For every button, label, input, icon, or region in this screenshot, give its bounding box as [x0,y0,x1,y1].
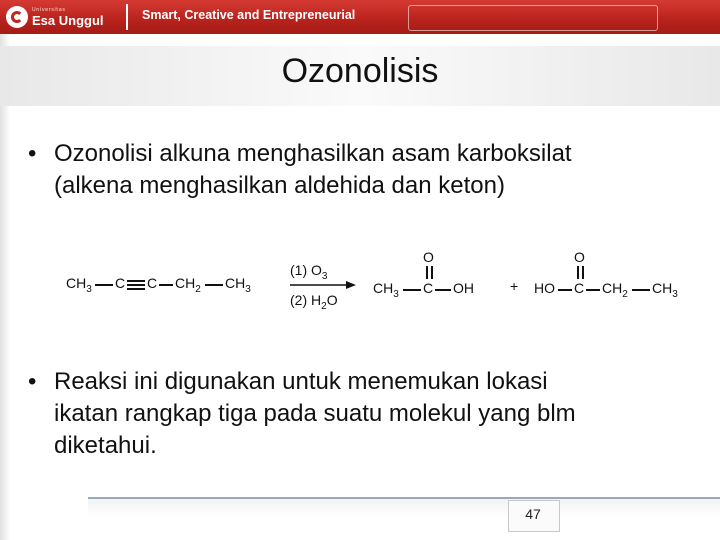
product1-oh: OH [453,280,474,296]
bullet-2-text [54,366,576,462]
triple-bond-line [127,284,145,286]
header-divider [126,4,128,30]
reactant-ch3-a: $CH_3$ [66,275,92,295]
bullet-1-line-1: Ozonolisi alkuna menghasilkan asam karboksilat [54,140,572,167]
logo-name: Esa Unggul [32,12,104,28]
bullet-2-line-3: diketahui. [54,432,157,459]
product1-ch3: $CH_3$ [373,280,399,300]
bond [159,284,173,286]
bullet-1-text [54,138,572,202]
bond [95,284,113,286]
reactant-c1: C [115,275,126,291]
double-bond-line [577,266,579,279]
product2-ch2: $CH_2$ [602,280,628,300]
bullet-1-line-2: (alkena menghasilkan aldehida dan keton) [54,172,505,199]
reaction-arrow-icon [290,280,356,290]
double-bond-line [431,266,433,279]
reactant-c2: C [147,275,158,291]
bullet-dot: • [28,140,37,167]
bullet-2-line-1: Reaksi ini digunakan untuk menemukan lokasi [54,368,548,395]
bond [205,284,223,286]
slide-title: Ozonolisis [281,52,439,90]
plus-sign: + [510,278,519,294]
page-number: 47 [525,506,541,522]
condition-step-1: (1) $O_3$ [290,262,328,282]
left-edge-shade [0,34,10,540]
double-bond-line [582,266,584,279]
product2-oxygen: O [574,249,585,265]
logo-small-text: Universitas [32,6,66,13]
reactant-ch3-b: $CH_3$ [225,275,251,295]
bond [558,289,572,291]
product2-ch3: $CH_3$ [652,280,678,300]
triple-bond-line [127,280,145,282]
reactant-ch2: $CH_2$ [175,275,201,295]
logo-emblem-icon [6,6,28,28]
condition-step-2: (2) $H_2O$ [290,292,338,312]
double-bond-line [426,266,428,279]
bullet-2-line-2: ikatan rangkap tiga pada suatu molekul yang blm [54,400,576,427]
triple-bond-line [127,288,145,290]
footer-bar [88,497,720,517]
bullet-dot: • [28,368,37,395]
product2-ho: HO [534,280,555,296]
bond [403,289,421,291]
product1-oxygen: O [423,249,434,265]
bond [632,289,650,291]
bond [586,289,600,291]
university-logo [6,4,104,30]
header-bar [0,0,720,34]
product2-carbon: C [574,280,585,296]
bond [435,289,451,291]
product1-carbon: C [423,280,434,296]
header-frame [408,5,658,31]
header-tagline: Smart, Creative and Entrepreneurial [142,8,356,22]
